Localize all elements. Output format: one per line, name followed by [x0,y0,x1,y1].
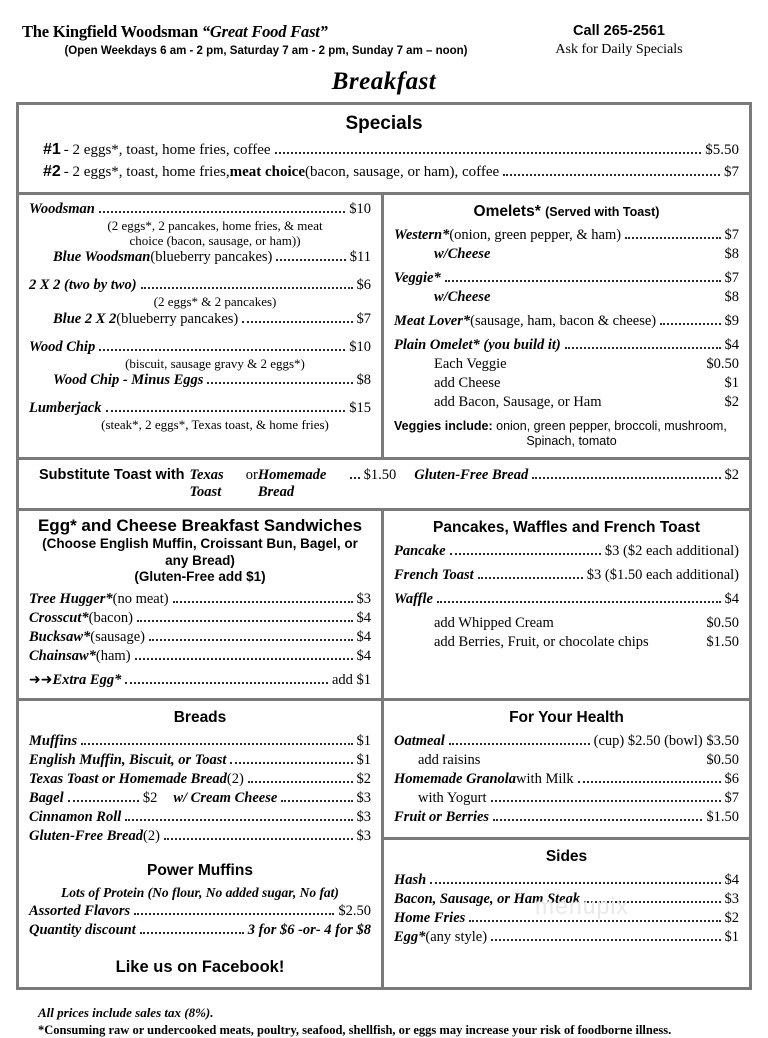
special-1-number: #1 [43,141,61,159]
power-muffins-list [29,902,371,940]
special-2-desc-a: - 2 eggs*, toast, home fries, [64,164,230,181]
item-note: choice (bacon, sausage, or ham)) [29,234,371,249]
leader-dots [99,349,345,351]
leader-dots [99,211,345,213]
leader-dots [164,838,353,840]
item-name: Western* [394,227,449,244]
footer-tax-note: All prices include sales tax (8%). [38,1004,730,1022]
item-price: $1.50 [706,634,739,651]
special-2-desc-b: (bacon, sausage, or ham), coffee [305,164,499,181]
menu-item-row [53,311,371,328]
item-name: add Whipped Cream [434,615,554,632]
special-item-1 [43,141,739,159]
substitute-price-2: $2 [725,467,740,484]
business-hours: (Open Weekdays 6 am - 2 pm, Saturday 7 am - 2 pm, Sunday 7 am – noon) [22,45,492,57]
leader-dots [491,939,720,941]
item-name: Hash [394,872,426,889]
item-name: 2 X 2 (two by two) [29,277,137,294]
sandwiches-pancakes-band [19,511,749,701]
item-name: Blue Woodsman [53,249,150,266]
item-name: Chainsaw* [29,648,96,665]
leader-dots [430,882,720,884]
sandwiches-title-line-2: (Choose English Muffin, Croissant Bun, Bagel, or any Bread) [29,536,371,568]
substitute-opt2: Gluten-Free Bread [414,467,528,484]
item-price: $3 [357,591,372,608]
omelets-veggies-note [394,419,739,449]
spacer [394,561,739,566]
daily-specials-note: Ask for Daily Specials [492,42,746,58]
footer-health-warning: *Consuming raw or undercooked meats, poultry, seafood, shellfish, or eggs may increase your risk of foodborne illness. [38,1022,730,1038]
item-price: $4 [725,337,740,354]
menu-item-row [29,277,371,294]
spacer [29,267,371,276]
menu-item-row [29,400,371,417]
item-description: (blueberry pancakes) [116,311,238,328]
sandwiches-title-line-3: (Gluten-Free add $1) [29,569,371,585]
item-price: $0.50 [706,356,739,373]
menu-item-row [394,591,739,608]
substitute-option-1 [39,467,396,501]
menu-item-row [394,771,739,788]
menu-item-row [394,270,739,287]
item-price: $7 [725,270,740,287]
menu-item-row [434,375,739,392]
spacer [29,329,371,338]
item-price: $2.50 [338,903,371,920]
item-name: Homemade Granola [394,771,516,788]
menu-item-row [434,356,739,373]
specials-title: Specials [29,113,739,135]
leader-dots [134,913,334,915]
item-name: Bacon, Sausage, or Ham Steak [394,891,580,908]
leader-dots [248,781,353,783]
leader-dots [660,323,720,325]
specials-section [19,105,749,195]
item-description: (sausage) [90,629,145,646]
item-price: $1 [725,929,740,946]
leader-dots [350,477,360,479]
item-price: $2 [725,910,740,927]
leader-dots [141,287,353,289]
item-note: (2 eggs* & 2 pancakes) [29,295,371,310]
breads-health-band [19,701,749,987]
menu-item-row [434,615,739,632]
item-name: w/Cheese [434,246,490,263]
item-name: Veggie* [394,270,441,287]
item-description: (any style) [425,929,487,946]
page-header [0,0,768,58]
leader-dots [625,237,720,239]
menu-item-row [434,246,739,263]
menu-item-row [29,828,371,845]
item-price: $3 ($1.50 each additional) [587,567,739,584]
menu-frame [16,102,752,990]
item-price: $0.50 [706,752,739,769]
item-description: (2) [227,771,244,788]
menu-item-row [394,872,739,889]
item-name: Extra Egg* [52,672,121,689]
menu-item-row [394,929,739,946]
spacer [394,264,739,269]
item-price: $3 [357,809,372,826]
power-muffins-subtitle: Lots of Protein (No flour, No added sugar, No fat) [29,885,371,901]
item-name: Crosscut* [29,610,89,627]
pancakes-section [384,511,749,698]
item-price: $4 [357,610,372,627]
item-price: $11 [350,249,371,266]
menu-item-row [29,903,371,920]
leader-dots [242,321,352,323]
special-1-desc: - 2 eggs*, toast, home fries, coffee [64,142,271,159]
item-name: Oatmeal [394,733,445,750]
menu-item-row [29,790,371,807]
item-description: with Milk [516,771,574,788]
veggies-line-1: onion, green pepper, broccoli, mushroom, [493,419,727,433]
item-description: (bacon) [89,610,133,627]
omelets-list [394,226,739,412]
leader-dots [137,620,353,622]
breads-list [29,732,371,846]
special-1-price: $5.50 [705,142,739,159]
item-name: Each Veggie [434,356,507,373]
item-name: Bagel [29,790,64,807]
leader-dots [493,819,702,821]
item-price: $10 [349,339,371,356]
leader-dots [173,601,353,603]
leader-dots [230,762,352,764]
item-name: Home Fries [394,910,465,927]
menu-item-row [29,629,371,646]
item-price: add $1 [332,672,371,689]
leader-dots [81,743,352,745]
item-description: (no meat) [113,591,169,608]
item-price: $8 [357,372,372,389]
substitute-option-2 [414,467,739,484]
item-name: Wood Chip [29,339,95,356]
facebook-callout[interactable]: Like us on Facebook! [29,958,371,977]
phone-number: Call 265-2561 [492,23,746,39]
item-name: w/Cheese [434,289,490,306]
menu-item-row [394,337,739,354]
spacer [394,307,739,312]
item-name: Lumberjack [29,400,102,417]
menupix-watermark: menupix [535,893,629,920]
item-name: Plain Omelet* (you build it) [394,337,561,354]
item-name: Bucksaw* [29,629,90,646]
leader-dots [450,553,601,555]
special-2-number: #2 [43,163,61,181]
item-price: $4 [357,629,372,646]
item-name: Cinnamon Roll [29,809,121,826]
menu-item-row [394,910,739,927]
substitute-head: Substitute Toast with [39,467,185,483]
item-price: $8 [725,289,740,306]
menu-item-row [394,733,739,750]
leader-dots [125,819,352,821]
leader-dots [281,800,352,802]
menu-item-row [394,313,739,330]
item-name: French Toast [394,567,474,584]
item-variant-label: w/ Cream Cheese [173,790,277,807]
item-price: $7 [725,790,740,807]
omelets-subtitle: (Served with Toast) [545,205,659,219]
page-footer [0,990,768,1038]
item-price: $8 [725,246,740,263]
spacer [394,585,739,590]
item-description: (sausage, ham, bacon & cheese) [470,313,656,330]
menu-item-row [29,672,371,689]
substitute-price-1: $1.50 [364,467,397,484]
menu-item-row [418,752,739,769]
menu-item-row [418,790,739,807]
item-name: Gluten-Free Bread [29,828,143,845]
menu-item-row [434,289,739,306]
leader-dots [68,800,139,802]
item-name: Pancake [394,543,446,560]
item-name: Assorted Flavors [29,903,130,920]
header-left [22,22,492,57]
sandwiches-list [29,590,371,690]
spacer [394,609,739,614]
health-list [394,732,739,827]
sides-list [394,871,739,947]
item-name: Muffins [29,733,77,750]
leader-dots [584,901,720,903]
item-name: Meat Lover* [394,313,470,330]
woodsman-omelets-band [19,195,749,460]
leader-dots [437,601,721,603]
item-note: (steak*, 2 eggs*, Texas toast, & home fries) [29,418,371,433]
omelets-title [394,203,739,221]
item-price: $4 [725,591,740,608]
special-item-2 [43,163,739,181]
menu-item-row [29,733,371,750]
breads-section [19,701,384,987]
item-price: $4 [357,648,372,665]
pancakes-list [394,542,739,652]
menu-item-row [29,339,371,356]
item-name: add Cheese [434,375,500,392]
menu-item-row [29,648,371,665]
item-price: $0.50 [706,615,739,632]
menu-item-row [29,922,371,939]
item-description: (onion, green pepper, & ham) [449,227,621,244]
omelets-section [384,195,749,457]
woodsman-section [19,195,384,457]
omelets-title-text: Omelets* [474,203,541,220]
header-right [492,22,746,58]
business-name-text: The Kingfield Woodsman [22,22,202,41]
item-price: $1.50 [706,809,739,826]
leader-dots [276,259,345,261]
item-name: Texas Toast or Homemade Bread [29,771,227,788]
breads-title: Breads [29,709,371,727]
menu-item-row [29,771,371,788]
menu-item-row [29,809,371,826]
menu-item-row [434,634,739,651]
item-description: (2) [143,828,160,845]
item-price: $1 [357,733,372,750]
menu-item-row [29,610,371,627]
item-description: (ham) [96,648,131,665]
substitute-toast-section [19,460,749,511]
veggies-line-2: Spinach, tomato [394,434,739,449]
item-name: Tree Hugger* [29,591,113,608]
item-description: (blueberry pancakes) [150,249,272,266]
item-price: $3 ($2 each additional) [605,543,739,560]
item-price: $7 [357,311,372,328]
spacer [394,331,739,336]
item-name: add Berries, Fruit, or chocolate chips [434,634,649,651]
special-2-desc-bold: meat choice [230,164,305,181]
spacer [29,390,371,399]
item-price: $3 [357,828,372,845]
item-price: $4 [725,872,740,889]
item-price: $15 [349,400,371,417]
sides-title: Sides [394,848,739,866]
menu-item-row [29,201,371,218]
leader-dots [565,347,721,349]
menu-item-row [394,567,739,584]
menu-item-row [394,543,739,560]
item-price-secondary: $2 [143,790,158,807]
item-price: $3 [357,790,372,807]
leader-dots [469,920,720,922]
substitute-opt1b: Homemade Bread [258,467,346,501]
special-2-price: $7 [724,164,739,181]
menu-item-row [29,591,371,608]
leader-dots [578,781,721,783]
leader-dots [125,682,328,684]
sandwiches-section [19,511,384,698]
item-price: $6 [357,277,372,294]
leader-dots [445,280,721,282]
item-price: $7 [725,227,740,244]
leader-dots [491,800,721,802]
item-note: (biscuit, sausage gravy & 2 eggs*) [29,357,371,372]
substitute-or: or [246,467,258,484]
leader-dots [207,382,352,384]
spacer [29,666,371,671]
item-name: Quantity discount [29,922,136,939]
item-name: Woodsman [29,201,95,218]
leader-dots [503,174,720,176]
power-muffins-title: Power Muffins [29,862,371,880]
item-price: $2 [357,771,372,788]
pancakes-title: Pancakes, Waffles and French Toast [394,519,739,537]
item-name: Waffle [394,591,433,608]
item-name: add raisins [418,752,480,769]
item-price: 3 for $6 -or- 4 for $8 [248,922,371,939]
leader-dots [478,577,583,579]
business-name [22,22,492,42]
leader-dots [275,152,702,154]
leader-dots [149,639,352,641]
item-price: $10 [349,201,371,218]
page-title: Breakfast [0,68,768,96]
menu-item-row [53,372,371,389]
leader-dots [135,658,353,660]
item-price: $6 [725,771,740,788]
item-price: $9 [725,313,740,330]
menu-item-row [29,752,371,769]
menu-item-row [394,891,739,908]
woodsman-list [29,200,371,433]
sandwiches-title-line-1: Egg* and Cheese Breakfast Sandwiches [29,516,371,536]
sides-section [384,840,749,957]
item-name: English Muffin, Biscuit, or Toast [29,752,226,769]
veggies-label: Veggies include: [394,419,493,433]
substitute-opt1a: Texas Toast [190,467,246,501]
sandwiches-title [29,516,371,585]
leader-dots [106,410,346,412]
menu-item-row [394,227,739,244]
item-price: $1 [725,375,740,392]
item-price: (cup) $2.50 (bowl) $3.50 [594,733,739,750]
item-name: Blue 2 X 2 [53,311,116,328]
arrow-icon: ➜➜ [29,672,52,688]
item-name: add Bacon, Sausage, or Ham [434,394,602,411]
leader-dots [532,477,720,479]
leader-dots [449,743,590,745]
item-name: Fruit or Berries [394,809,489,826]
item-name: Egg* [394,929,425,946]
health-sides-column [384,701,749,987]
item-note: (2 eggs*, 2 pancakes, home fries, & meat [29,219,371,234]
menu-item-row [394,809,739,826]
business-slogan: “Great Food Fast” [202,22,328,41]
item-name: Wood Chip - Minus Eggs [53,372,203,389]
item-price: $2 [725,394,740,411]
health-section [384,701,749,840]
menu-item-row [434,394,739,411]
leader-dots [140,932,244,934]
item-name: with Yogurt [418,790,487,807]
item-price: $1 [357,752,372,769]
menu-item-row [53,249,371,266]
item-price: $3 [725,891,740,908]
health-title: For Your Health [394,709,739,727]
